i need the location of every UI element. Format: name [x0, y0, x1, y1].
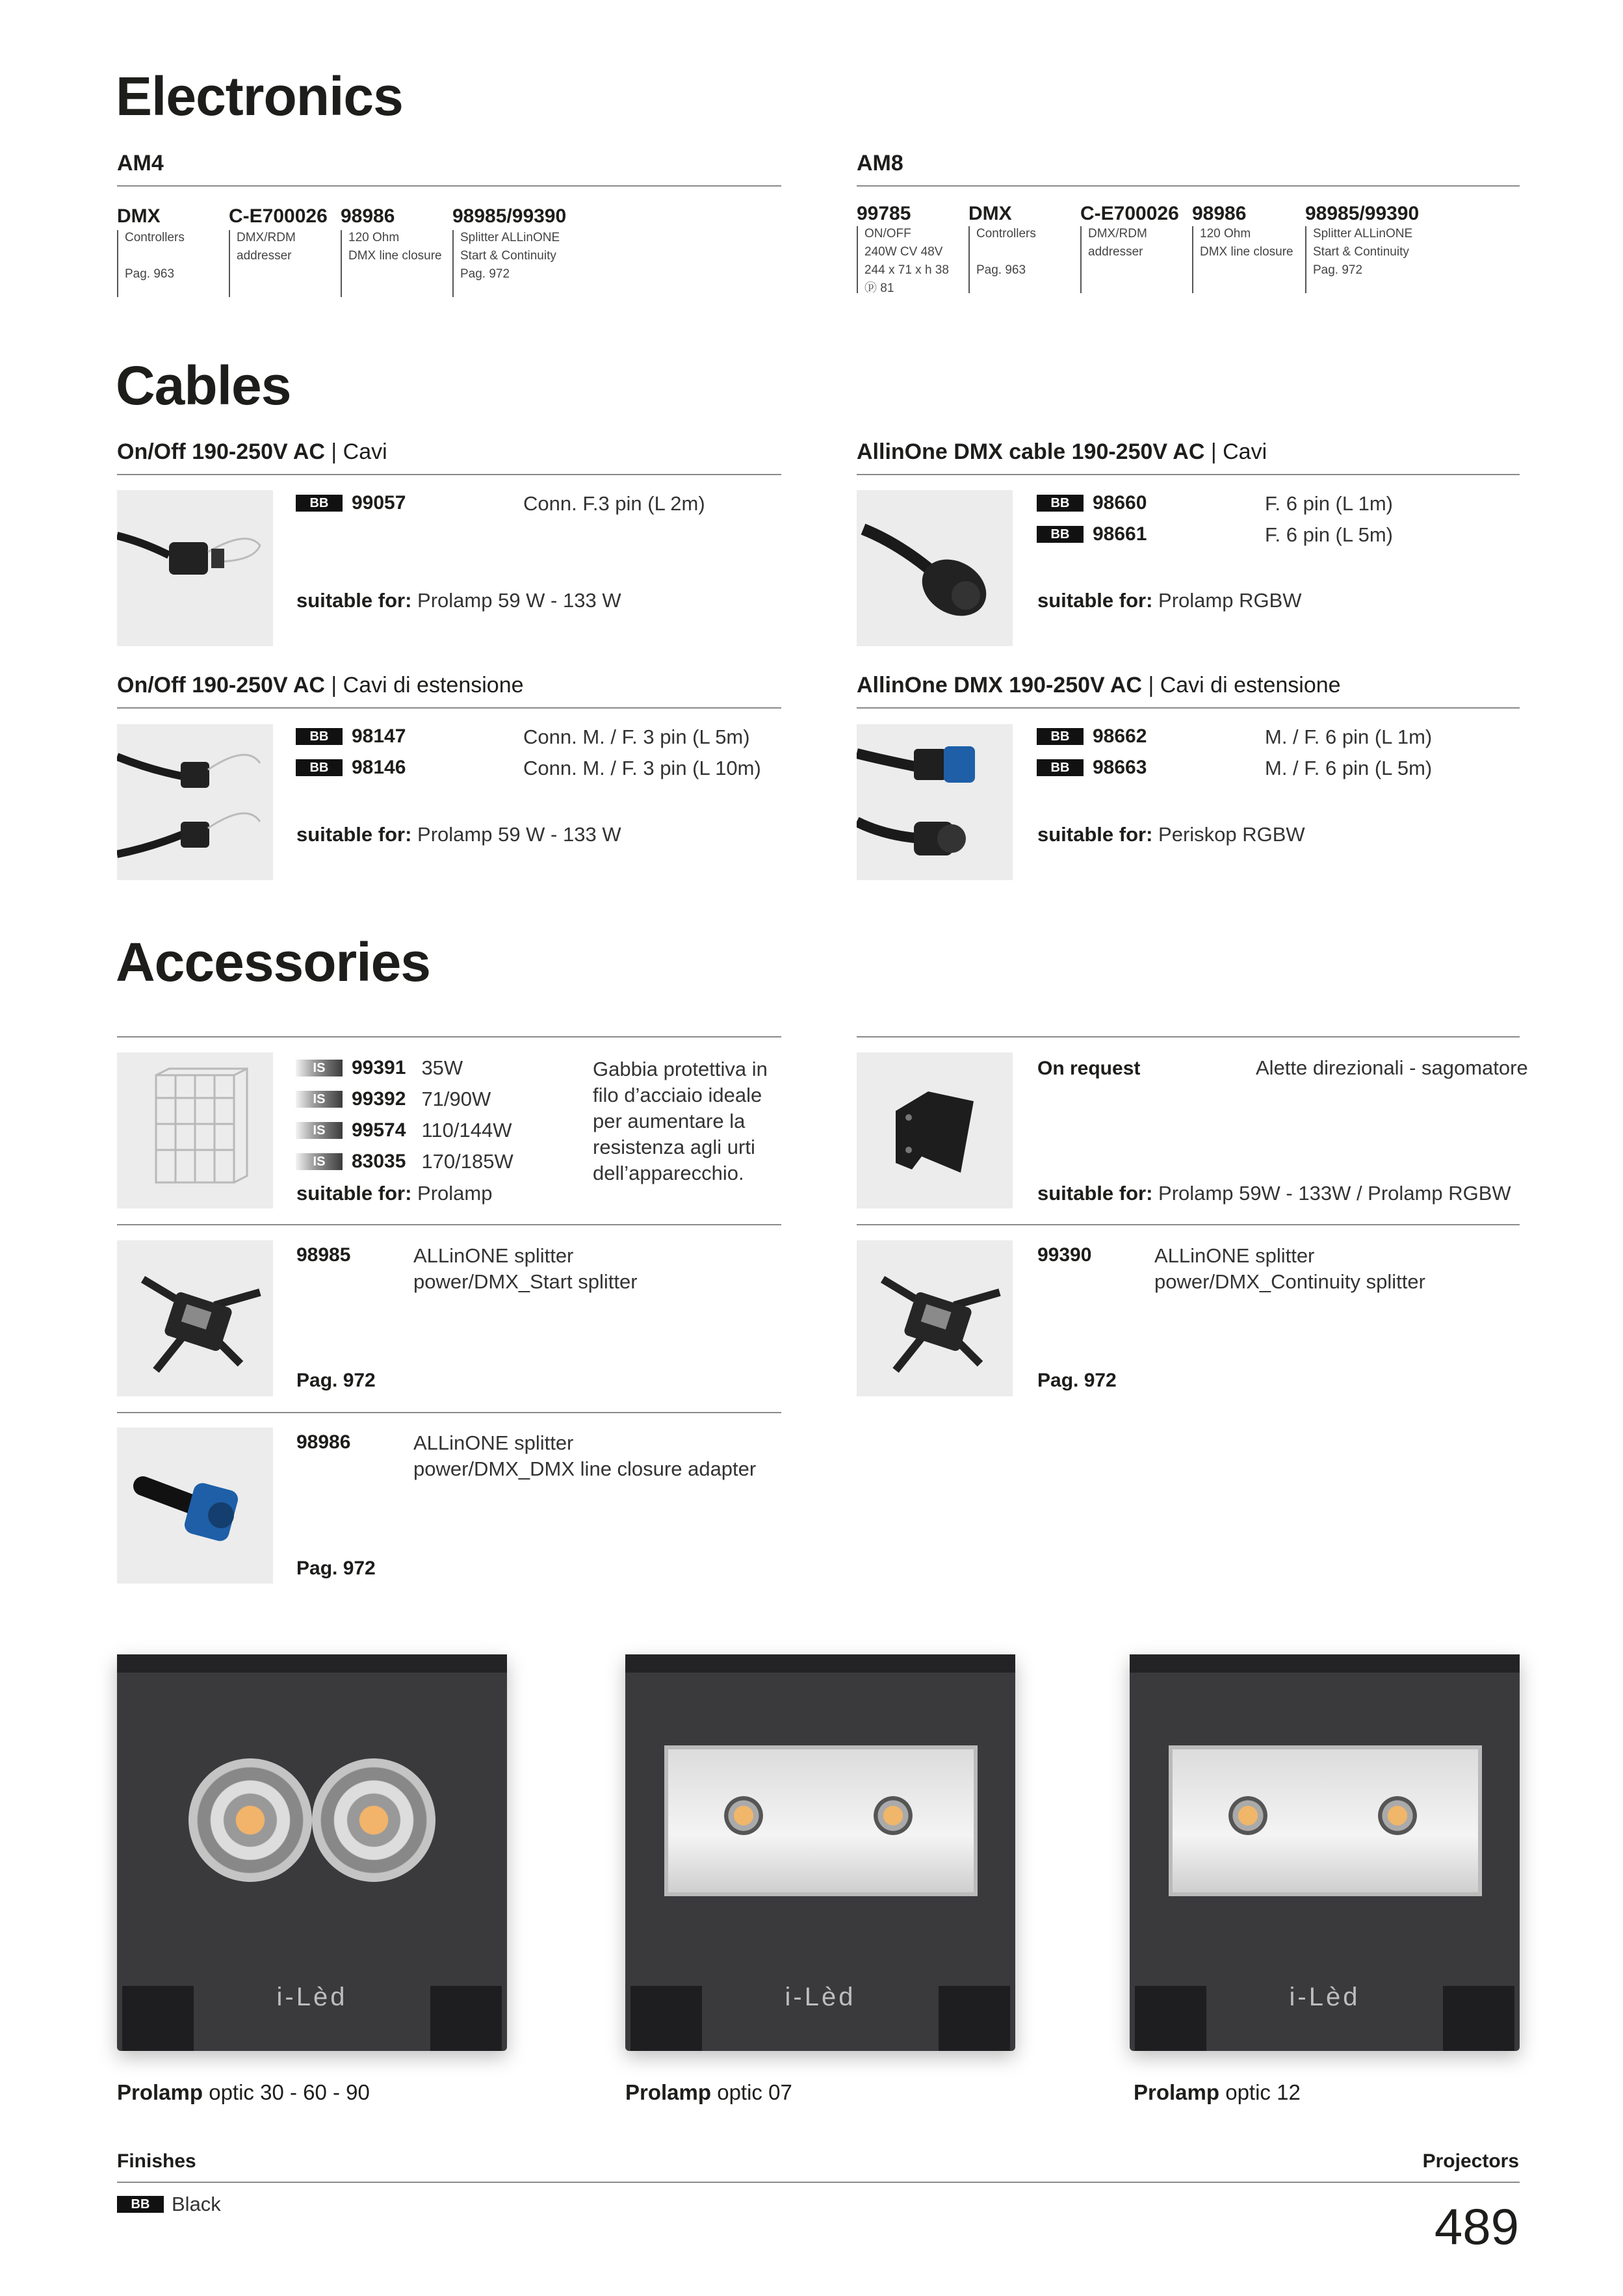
item-code: 99391 — [352, 1057, 406, 1078]
cable-item — [1037, 523, 1147, 545]
item-desc: Conn. M. / F. 3 pin (L 10m) — [523, 757, 761, 779]
finish-tag: BB — [1037, 728, 1084, 745]
cable-item — [296, 757, 406, 779]
item-code: 99574 — [352, 1119, 406, 1141]
divider — [857, 1224, 1520, 1225]
column-rule — [1305, 226, 1306, 293]
item-code: 98985 — [296, 1244, 351, 1266]
am8-col-text: Controllers Pag. 963 — [976, 227, 1036, 277]
flaps-code: On request — [1037, 1058, 1141, 1079]
product-caption: Prolamp optic 07 — [625, 2080, 792, 2104]
item-desc: Conn. M. / F. 3 pin (L 5m) — [523, 725, 750, 748]
item-desc: Conn. F.3 pin (L 2m) — [523, 492, 705, 515]
finish-tag: IS — [296, 1153, 343, 1170]
suitable-for: suitable for: Prolamp 59 W - 133 W — [296, 589, 621, 612]
am8-col-text: DMX/RDM addresser — [1088, 227, 1147, 259]
divider — [117, 707, 781, 709]
cable-item — [296, 492, 406, 514]
finish-tag: BB — [296, 759, 343, 776]
finish-tag: BB — [1037, 495, 1084, 512]
cage-item — [296, 1056, 463, 1080]
am4-col-text: DMX/RDM addresser — [237, 231, 296, 263]
item-code: 98147 — [352, 725, 406, 747]
finish-tag: BB — [296, 728, 343, 745]
cable-item — [296, 725, 406, 748]
item-power: 71/90W — [421, 1088, 491, 1110]
led — [874, 1796, 913, 1835]
divider — [117, 1036, 781, 1037]
divider — [857, 1036, 1520, 1037]
am4-label: AM4 — [117, 151, 164, 176]
suitable-for: suitable for: Prolamp RGBW — [1037, 589, 1302, 612]
accessories-title: Accessories — [116, 932, 431, 993]
cables-title: Cables — [116, 355, 291, 416]
cable-block-heading: AllinOne DMX 190-250V AC | Cavi di estensione — [857, 673, 1341, 698]
item-power: 35W — [421, 1056, 463, 1079]
am4-col-text: 120 Ohm DMX line closure — [348, 231, 442, 263]
column-rule — [857, 226, 858, 293]
electronics-title: Electronics — [116, 66, 403, 127]
splitter-image — [117, 1240, 273, 1396]
divider — [857, 474, 1520, 475]
item-code: 99390 — [1037, 1244, 1092, 1266]
divider — [117, 1412, 781, 1413]
am8-col-code: 99785 — [857, 203, 911, 224]
divider — [117, 1224, 781, 1225]
cable-block-heading: On/Off 190-250V AC | Cavi di estensione — [117, 673, 524, 698]
product-image — [117, 1654, 507, 2051]
suitable-for: suitable for: Prolamp 59 W - 133 W — [296, 823, 621, 846]
cable-image — [857, 490, 1013, 646]
am8-col-code: 98985/99390 — [1305, 203, 1420, 224]
section-label: Projectors — [1422, 2150, 1519, 2172]
cage-description: Gabbia protettiva in filo d’acciaio ideale per aumentare la resistenza agli urti dell’apparecchio. — [593, 1058, 768, 1184]
am4-col-code: C-E700026 — [229, 205, 328, 227]
cage-item — [296, 1119, 512, 1142]
flaps-desc: Alette direzionali - sagomatore — [1256, 1056, 1528, 1079]
divider — [117, 185, 781, 187]
am4-col-code: DMX — [117, 205, 161, 227]
finish-tag: BB — [1037, 759, 1084, 776]
divider — [857, 185, 1520, 187]
led — [724, 1796, 763, 1835]
am4-col-code: 98986 — [341, 205, 395, 227]
am8-label: AM8 — [857, 151, 903, 176]
item-desc: ALLinONE splitter power/DMX_Start splitter — [413, 1244, 638, 1293]
closure-image — [117, 1428, 273, 1584]
brand-logo: i-Lèd — [785, 1983, 856, 2011]
item-code: 98661 — [1093, 523, 1147, 545]
finish-tag: BB — [117, 2196, 164, 2213]
am8-col-code: DMX — [968, 203, 1012, 224]
page-ref: Pag. 972 — [296, 1558, 376, 1579]
item-code: 98660 — [1093, 492, 1147, 514]
item-code: 83035 — [352, 1151, 406, 1172]
item-desc: ALLinONE splitter power/DMX_DMX line closure adapter — [413, 1431, 757, 1480]
item-code: 98663 — [1093, 757, 1147, 778]
cage-item — [296, 1088, 491, 1111]
led — [1378, 1796, 1417, 1835]
column-rule — [452, 230, 454, 297]
am8-col-text: ON/OFF 240W CV 48V 244 x 71 x h 38 ⓟ 81 — [864, 227, 949, 293]
finish-tag: BB — [1037, 526, 1084, 543]
item-code: 99057 — [352, 492, 406, 514]
item-desc: F. 6 pin (L 5m) — [1265, 523, 1393, 546]
finish-tag: IS — [296, 1122, 343, 1139]
brand-logo: i-Lèd — [276, 1983, 348, 2011]
divider — [857, 707, 1520, 709]
cage-item — [296, 1150, 513, 1173]
product-image — [1130, 1654, 1520, 2051]
led — [1228, 1796, 1267, 1835]
am8-col-text: 120 Ohm DMX line closure — [1200, 227, 1293, 259]
suitable-for: suitable for: Prolamp 59W - 133W / Prolamp RGBW — [1037, 1182, 1511, 1205]
optic — [312, 1758, 435, 1882]
cable-image — [117, 490, 273, 646]
item-power: 110/144W — [421, 1119, 512, 1141]
product-image — [625, 1654, 1015, 2051]
divider — [117, 2182, 1520, 2183]
divider — [117, 474, 781, 475]
cable-block-heading: AllinOne DMX cable 190-250V AC | Cavi — [857, 439, 1267, 464]
column-rule — [1080, 226, 1082, 293]
finish-name: Black — [172, 2193, 221, 2215]
am4-col-text: Splitter ALLinONE Start & Continuity Pag. 972 — [460, 231, 560, 281]
finish-legend — [117, 2193, 221, 2216]
finishes-label: Finishes — [117, 2150, 196, 2172]
reflector — [664, 1745, 978, 1896]
suitable-for: suitable for: Periskop RGBW — [1037, 823, 1305, 846]
cable-item — [1037, 757, 1147, 779]
column-rule — [117, 230, 118, 297]
am8-col-code: 98986 — [1192, 203, 1247, 224]
am4-col-code: 98985/99390 — [452, 205, 567, 227]
item-code: 98662 — [1093, 725, 1147, 747]
item-code: 98146 — [352, 757, 406, 778]
finish-tag: BB — [296, 495, 343, 512]
page-number: 489 — [1434, 2198, 1519, 2255]
am8-col-code: C-E700026 — [1080, 203, 1179, 224]
column-rule — [229, 230, 230, 297]
cage-image — [117, 1052, 273, 1208]
flaps-image — [857, 1052, 1013, 1208]
item-desc: M. / F. 6 pin (L 1m) — [1265, 725, 1433, 748]
item-desc: ALLinONE splitter power/DMX_Continuity splitter — [1154, 1244, 1425, 1293]
cable-image — [117, 724, 273, 880]
column-rule — [341, 230, 342, 297]
cable-item — [1037, 725, 1147, 748]
item-desc: F. 6 pin (L 1m) — [1265, 492, 1393, 515]
am8-col-text: Splitter ALLinONE Start & Continuity Pag. 972 — [1313, 227, 1413, 277]
column-rule — [1192, 226, 1193, 293]
brand-logo: i-Lèd — [1289, 1983, 1360, 2011]
reflector — [1169, 1745, 1482, 1896]
page-ref: Pag. 972 — [296, 1370, 376, 1391]
page-ref: Pag. 972 — [1037, 1370, 1117, 1391]
cable-image — [857, 724, 1013, 880]
cable-item — [1037, 492, 1147, 514]
cable-block-heading: On/Off 190-250V AC | Cavi — [117, 439, 387, 464]
product-caption: Prolamp optic 12 — [1134, 2080, 1301, 2104]
product-caption: Prolamp optic 30 - 60 - 90 — [117, 2080, 370, 2104]
optic — [188, 1758, 312, 1882]
splitter-image — [857, 1240, 1013, 1396]
finish-tag: IS — [296, 1060, 343, 1076]
item-power: 170/185W — [421, 1150, 513, 1173]
finish-tag: IS — [296, 1091, 343, 1108]
item-code: 98986 — [296, 1431, 351, 1453]
am4-col-text: Controllers Pag. 963 — [125, 231, 185, 281]
column-rule — [968, 226, 970, 293]
suitable-for: suitable for: Prolamp — [296, 1182, 493, 1205]
item-desc: M. / F. 6 pin (L 5m) — [1265, 757, 1433, 779]
item-code: 99392 — [352, 1088, 406, 1110]
